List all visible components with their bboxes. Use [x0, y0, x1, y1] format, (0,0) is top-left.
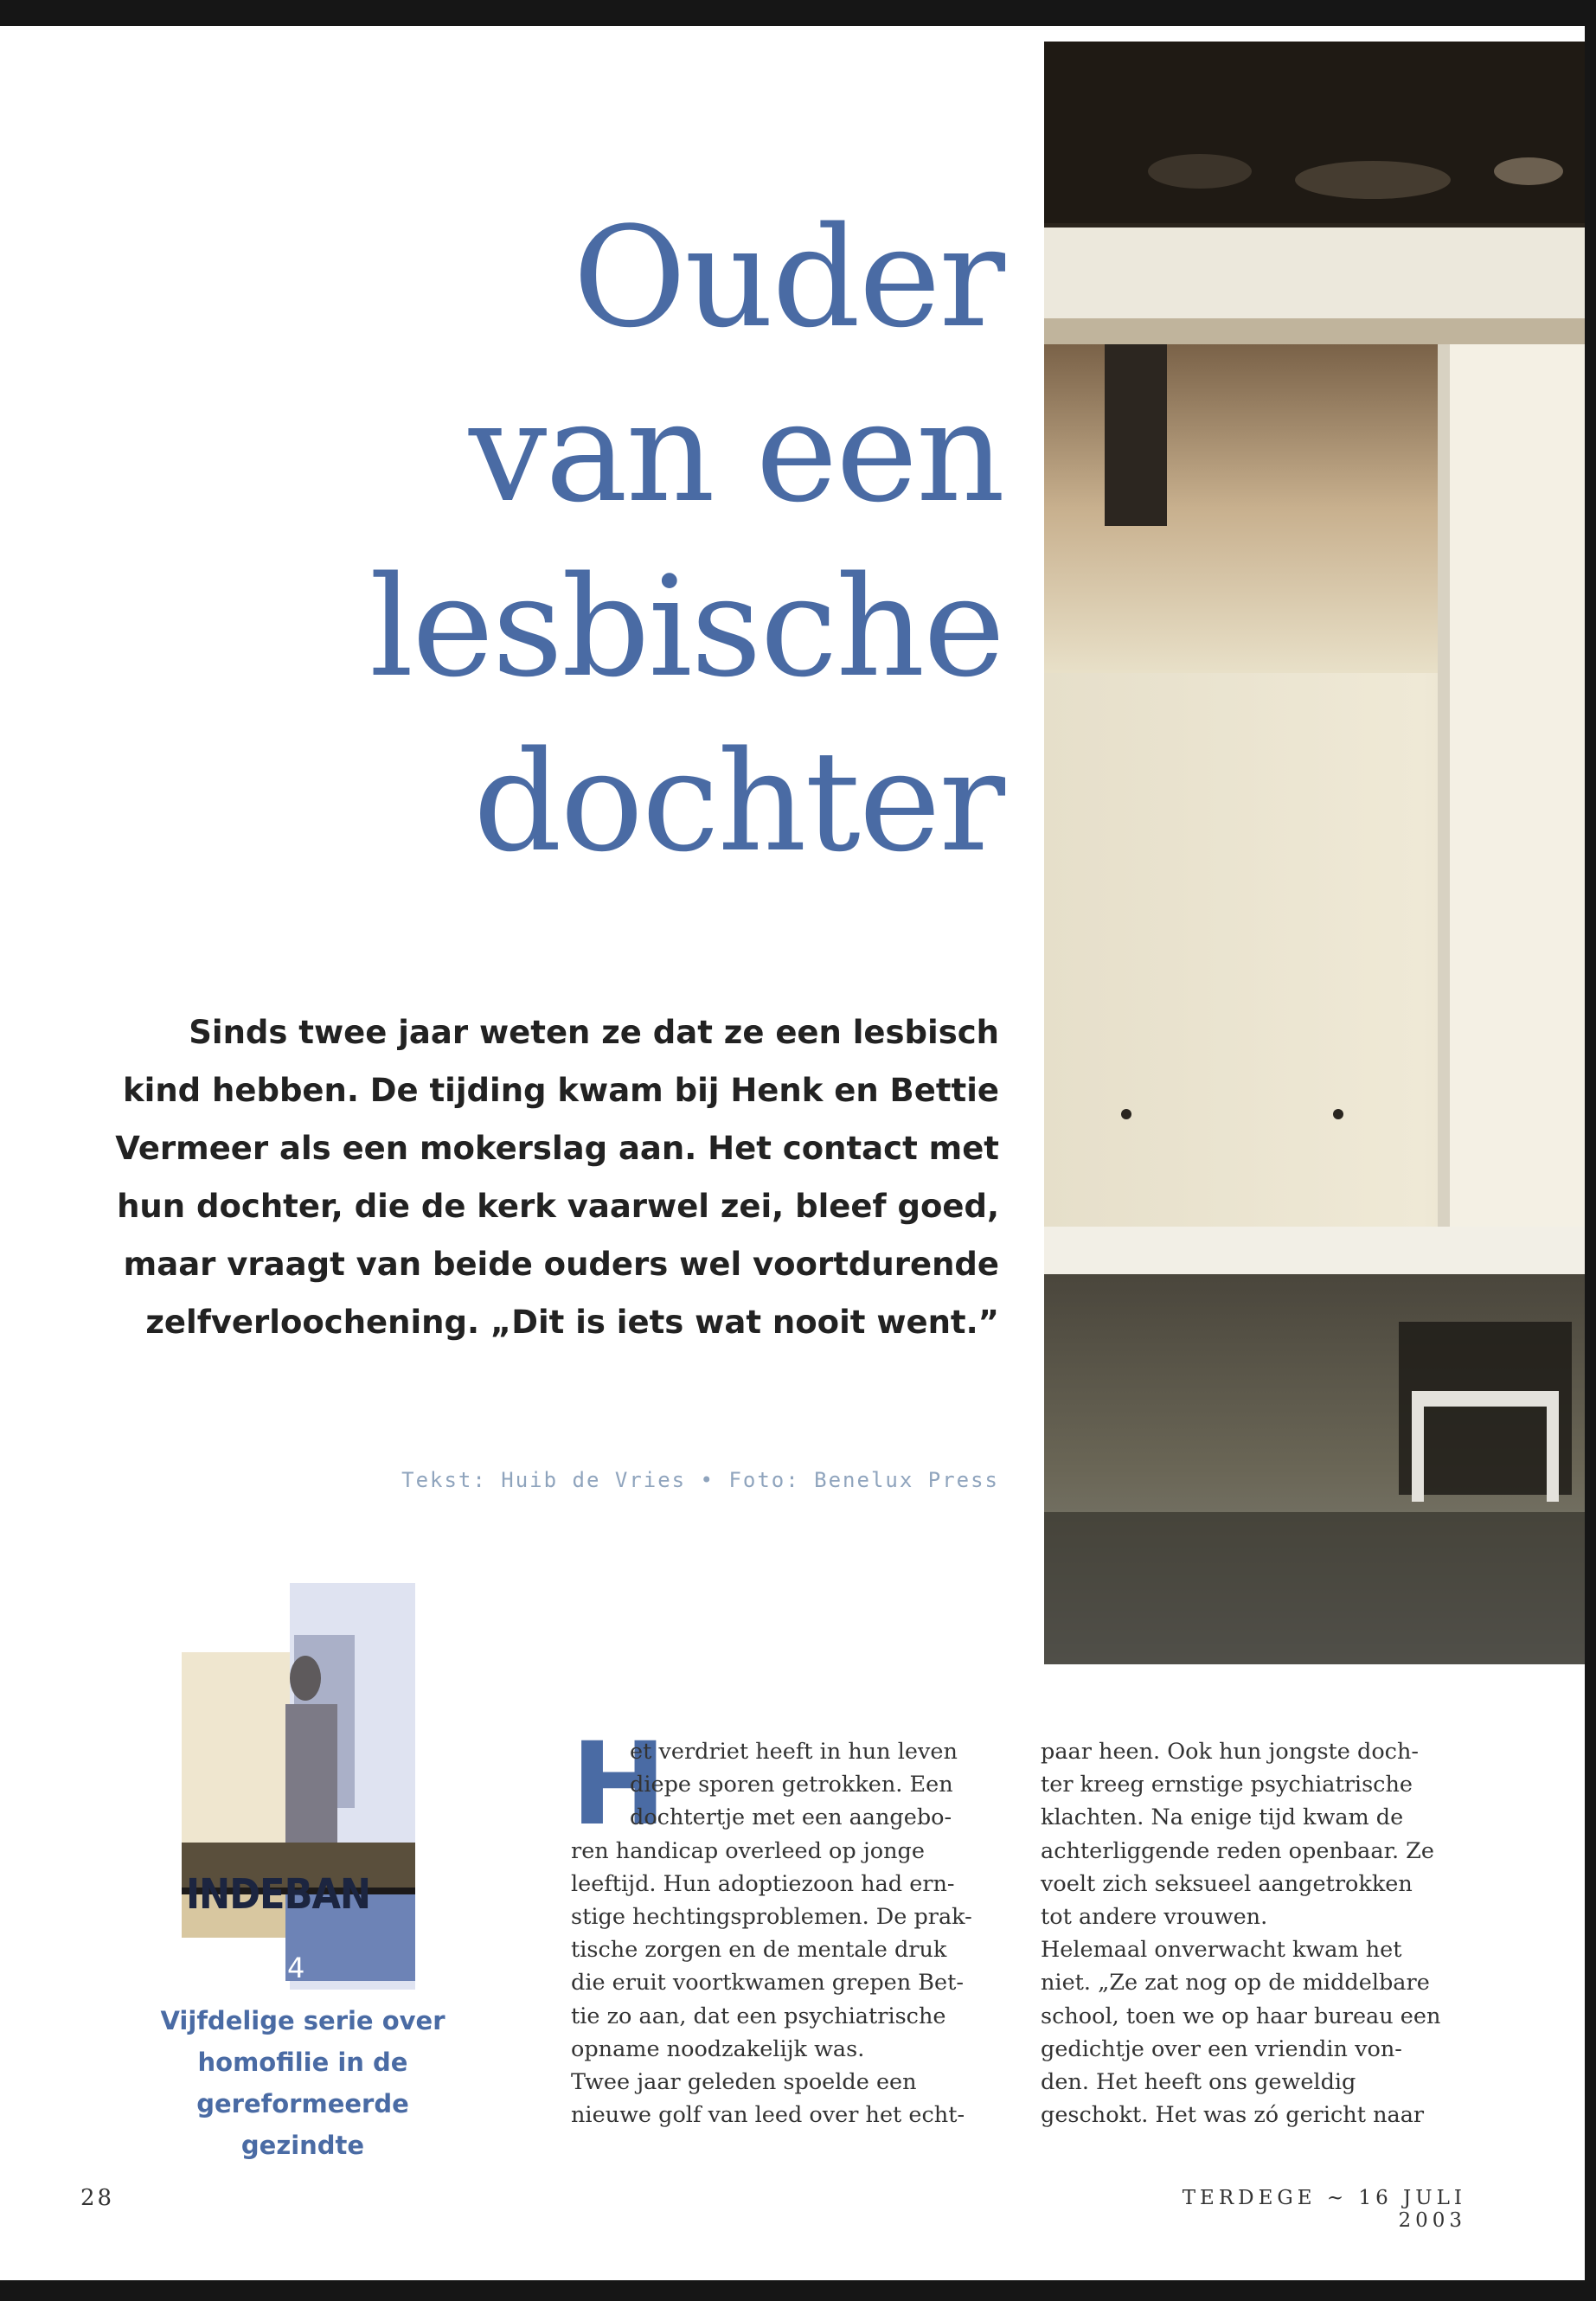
title-line: lesbische [369, 546, 1003, 708]
page-border-bottom [0, 2280, 1596, 2301]
body-line: diepe sporen getrokken. Een [630, 1772, 953, 1798]
body-line: et verdriet heeft in hun leven [630, 1739, 958, 1765]
title-line: van een [468, 371, 1003, 533]
body-line: dochtertje met een aangebo- [630, 1804, 952, 1831]
body-text: ren handicap overleed op jonge leeftijd. Hun adoptiezoon had ern- stige hechtingsproblemen. De prak- tische zorgen en de mentale druk die eruit voortkwamen grepen Bet- tie zo aan, dat een psychiatrische opname noodzakelijk was. Twee jaar geleden spoelde een nieuwe golf van leed over het echt- [571, 1837, 972, 2129]
body-column-1 [571, 1718, 1003, 2131]
page-number: 28 [80, 2185, 115, 2211]
article-title [138, 190, 1003, 889]
body-column-2: paar heen. Ook hun jongste doch- ter kreeg ernstige psychiatrische klachten. Na enige tijd kwam de achterliggende reden openbaar. Ze voelt zich seksueel aangetrokken tot andere vrouwen. Helemaal onverwacht kwam het niet. „Ze zat nog op de middelbare school, toen we op haar bureau een gedichtje over een vriendin von- den. Het heeft ons geweldig geschokt. Het was zó gericht naar [1041, 1739, 1441, 2129]
title-line: Ouder [573, 196, 1003, 358]
page-border-right [1585, 0, 1596, 2301]
series-photo [182, 1583, 415, 1990]
series-caption: Vijfdelige serie over homofilie in de gereformeerde gezindte [160, 2006, 445, 2160]
page-border-top [0, 0, 1596, 26]
article-photo [1044, 42, 1585, 1664]
series-part-number: 4 [287, 1952, 305, 1984]
title-line: dochter [473, 721, 1003, 882]
drop-cap: H [571, 1718, 667, 1851]
publication-footer: TERDEGE ~ 16 JULI 2003 [1182, 2187, 1466, 2232]
article-credit: Tekst: Huib de Vries • Foto: Benelux Press [401, 1468, 999, 1492]
article-lead: Sinds twee jaar weten ze dat ze een lesbisch kind hebben. De tijding kwam bij Henk en Bettie Vermeer als een mokerslag aan. Het contact met hun dochter, die de kerk vaarwel zei, bleef goed, maar vraagt van beide ouders wel voortdurende zelfverloochening. „Dit is iets wat nooit went.” [115, 1014, 999, 1341]
series-logo: INDEBAN [186, 1870, 371, 1919]
